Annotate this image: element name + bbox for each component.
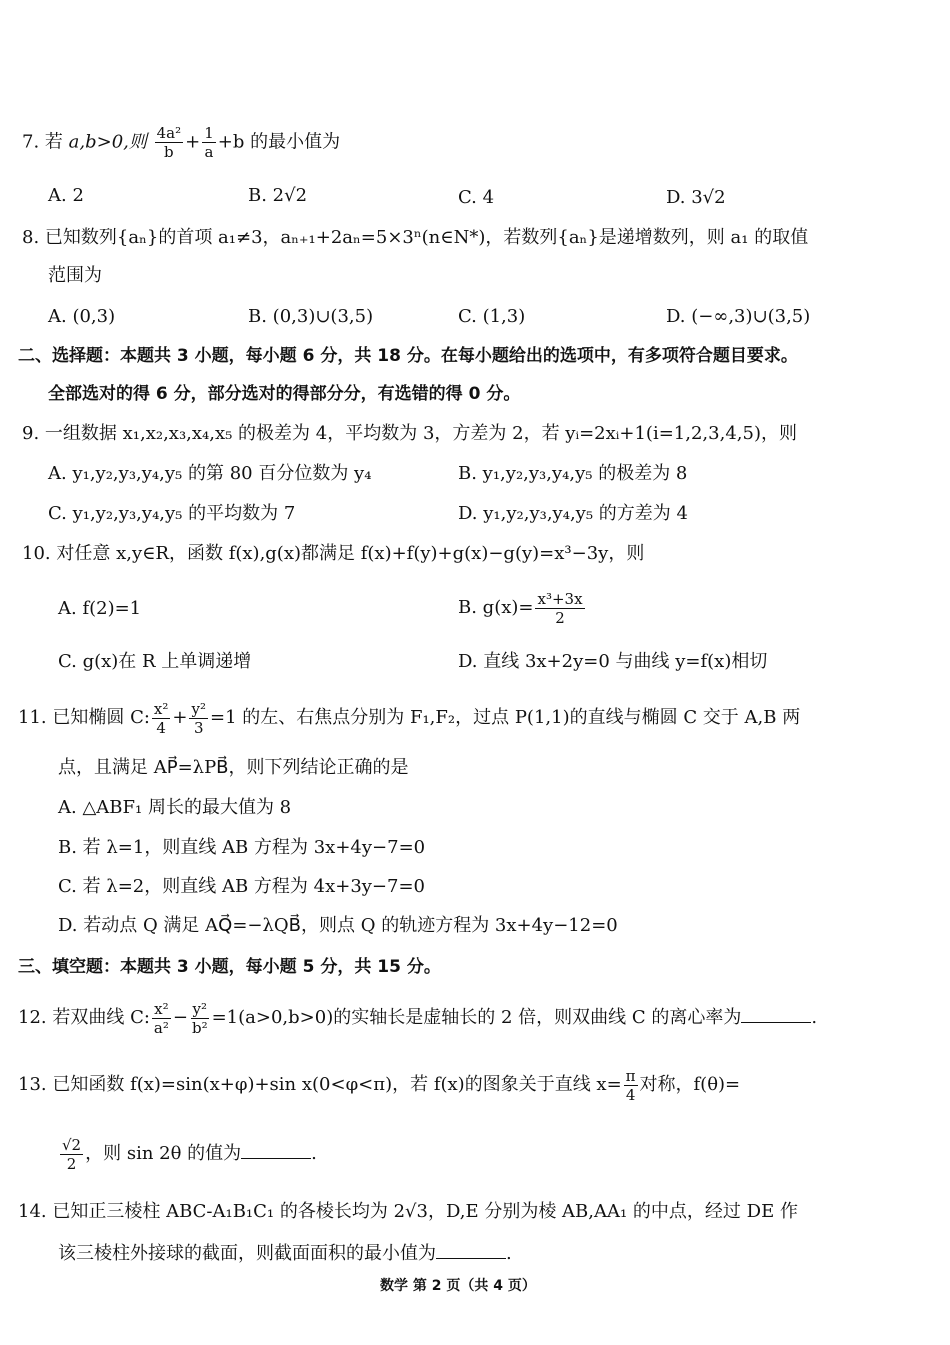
question-14-line2	[58, 1240, 512, 1266]
option-d: D. 若动点 Q 满足 AQ⃗=−λQB⃗，则点 Q 的轨迹方程为 3x+4y−12=0	[58, 915, 618, 936]
question-text: 13. 已知函数 f(x)=sin(x+φ)+sin x(0<φ<π)，若 f(x)的图象关于直线 x=	[18, 1074, 622, 1095]
option-b: B. y₁,y₂,y₃,y₄,y₅ 的极差为 8	[458, 463, 688, 484]
denominator: a	[204, 143, 214, 161]
question-text: 若	[44, 131, 63, 153]
denominator: b	[164, 143, 174, 161]
question-text: +b 的最小值为	[217, 131, 341, 153]
section-2-heading: 二、选择题：本题共 3 小题，每小题 6 分，共 18 分。在每小题给出的选项中，有多项符合题目要求。	[18, 346, 798, 366]
option-b: B. (0,3)∪(3,5)	[248, 306, 374, 327]
question-9: 9. 一组数据 x₁,x₂,x₃,x₄,x₅ 的极差为 4，平均数为 3，方差为 2，若 yᵢ=2xᵢ+1(i=1,2,3,4,5)，则	[22, 423, 797, 444]
option-d: D. (−∞,3)∪(3,5)	[666, 306, 811, 327]
denominator: 4	[625, 1085, 636, 1104]
option-b	[458, 586, 587, 630]
question-text: ，则 sin 2θ 的值为	[85, 1143, 242, 1164]
period: .	[506, 1243, 512, 1264]
numerator: 4a²	[156, 124, 182, 142]
question-text: =1 的左、右焦点分别为 F₁,F₂，过点 P(1,1)的直线与椭圆 C 交于 A,B 两	[209, 707, 801, 728]
option-b: B. 2√2	[248, 185, 308, 206]
answer-blank[interactable]	[436, 1240, 506, 1259]
denominator: 3	[193, 718, 204, 737]
question-text: =1(a>0,b>0)的实轴长是虚轴长的 2 倍，则双曲线 C 的离心率为	[211, 1007, 742, 1028]
numerator: x³+3x	[537, 589, 583, 608]
numerator: x²	[153, 699, 169, 718]
denominator: a²	[153, 1018, 169, 1037]
fraction	[535, 590, 584, 627]
page-footer: 数学 第 2 页（共 4 页）	[380, 1278, 536, 1294]
option-a: A. 2	[48, 185, 84, 206]
option-d: D. y₁,y₂,y₃,y₄,y₅ 的方差为 4	[458, 503, 688, 524]
fraction	[202, 124, 216, 161]
fraction	[152, 1000, 171, 1037]
option-c: C. (1,3)	[458, 306, 526, 327]
section-2-rules: 全部选对的得 6 分，部分选对的得部分分，有选错的得 0 分。	[48, 384, 521, 404]
question-text: 该三棱柱外接球的截面，则截面面积的最小值为	[58, 1243, 436, 1264]
option-text: B. g(x)=	[458, 597, 534, 618]
question-number: 7.	[22, 131, 40, 153]
numerator: √2	[62, 1135, 82, 1154]
numerator: π	[625, 1066, 636, 1085]
denominator: b²	[191, 1018, 208, 1037]
answer-blank[interactable]	[741, 1004, 811, 1023]
question-text: 11. 已知椭圆 C:	[18, 707, 150, 728]
question-text: 对称，f(θ)=	[639, 1074, 741, 1095]
operator: +	[172, 707, 188, 728]
numerator: x²	[154, 999, 169, 1018]
fraction	[152, 700, 170, 737]
option-a: A. y₁,y₂,y₃,y₄,y₅ 的第 80 百分位数为 y₄	[48, 463, 372, 484]
numerator: y²	[192, 999, 208, 1018]
question-text: a,b>0,则	[62, 131, 147, 153]
option-c: C. y₁,y₂,y₃,y₄,y₅ 的平均数为 7	[48, 503, 296, 524]
option-a: A. △ABF₁ 周长的最大值为 8	[58, 797, 292, 818]
question-12	[18, 996, 817, 1040]
option-a: A. f(2)=1	[58, 598, 142, 619]
period: .	[811, 1007, 818, 1028]
option-b: B. 若 λ=1，则直线 AB 方程为 3x+4y−7=0	[58, 837, 426, 858]
question-11-line2: 点，且满足 AP⃗=λPB⃗，则下列结论正确的是	[58, 757, 409, 778]
fraction	[190, 1000, 210, 1037]
period: .	[311, 1143, 317, 1164]
denominator: 2	[66, 1154, 77, 1173]
option-d: D. 3√2	[666, 187, 726, 208]
question-8-line1: 8. 已知数列{aₙ}的首项 a₁≠3，aₙ₊₁+2aₙ=5×3ⁿ(n∈N*)，若数列{aₙ}是递增数列，则 a₁ 的取值	[22, 227, 809, 248]
question-text: 12. 若双曲线 C:	[18, 1007, 150, 1028]
answer-blank[interactable]	[241, 1140, 311, 1159]
fraction	[624, 1067, 638, 1104]
question-8-line2: 范围为	[48, 265, 102, 286]
option-c: C. 若 λ=2，则直线 AB 方程为 4x+3y−7=0	[58, 876, 426, 897]
option-c: C. g(x)在 R 上单调递增	[58, 651, 252, 672]
question-11	[18, 696, 800, 740]
numerator: y²	[191, 699, 206, 718]
fraction	[189, 700, 208, 737]
question-13-line2	[58, 1132, 317, 1176]
question-7	[22, 124, 340, 161]
question-13	[18, 1063, 740, 1107]
option-c: C. 4	[458, 187, 495, 208]
numerator: 1	[204, 124, 214, 142]
option-a: A. (0,3)	[48, 306, 116, 327]
fraction	[60, 1136, 83, 1173]
option-d: D. 直线 3x+2y=0 与曲线 y=f(x)相切	[458, 651, 768, 672]
section-3-heading: 三、填空题：本题共 3 小题，每小题 5 分，共 15 分。	[18, 957, 441, 977]
denominator: 2	[555, 608, 565, 627]
operator: −	[172, 1007, 188, 1028]
question-14-line1: 14. 已知正三棱柱 ABC-A₁B₁C₁ 的各棱长均为 2√3，D,E 分别为棱 AB,AA₁ 的中点，经过 DE 作	[18, 1201, 798, 1222]
denominator: 4	[156, 718, 166, 737]
operator: +	[185, 131, 201, 153]
fraction	[155, 124, 184, 161]
question-10: 10. 对任意 x,y∈R，函数 f(x),g(x)都满足 f(x)+f(y)+g(x)−g(y)=x³−3y，则	[22, 543, 645, 564]
